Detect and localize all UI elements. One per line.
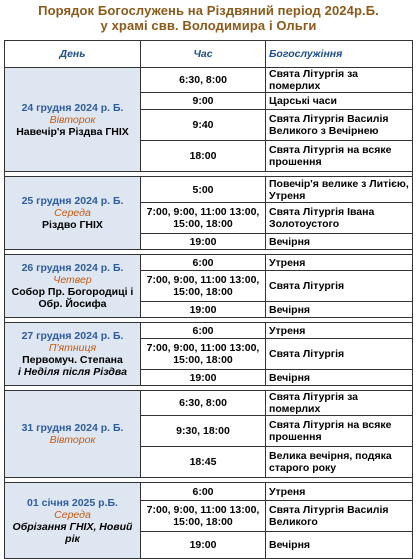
day-feast: Навечір'я Різдва ГНІХ bbox=[16, 125, 129, 138]
service-time: 18:45 bbox=[141, 447, 266, 478]
day-cell bbox=[5, 483, 141, 559]
day-date: 01 січня 2025 р.Б. bbox=[27, 496, 118, 509]
day-weekday: Середа bbox=[54, 207, 91, 219]
service-time: 6:00 bbox=[141, 483, 266, 501]
day-date: 24 грудня 2024 р. Б. bbox=[21, 101, 124, 114]
day-feast: Первомуч. Степана bbox=[22, 354, 123, 366]
day-cell bbox=[5, 177, 141, 250]
day-feast: Собор Пр. Богородиці і Обр. Йосифа bbox=[11, 286, 134, 310]
service-time: 7:00, 9:00, 11:00 13:00, 15:00, 18:00 bbox=[141, 339, 266, 370]
service-name: Вечірня bbox=[266, 370, 413, 386]
service-name: Царські часи bbox=[266, 93, 413, 110]
service-name: Вечірня bbox=[266, 532, 413, 559]
day-cell bbox=[5, 68, 141, 172]
table-row bbox=[5, 483, 413, 501]
day-cell bbox=[5, 391, 141, 478]
day-weekday: Вівторок bbox=[49, 434, 96, 446]
service-time: 7:00, 9:00, 11:00 13:00, 15:00, 18:00 bbox=[141, 501, 266, 532]
day-cell bbox=[5, 255, 141, 318]
service-name: Свята Літургія за померлих bbox=[266, 68, 413, 93]
table-row bbox=[5, 323, 413, 339]
service-time: 6:30, 8:00 bbox=[141, 391, 266, 416]
service-name: Велика вечірня, подяка старого року bbox=[266, 447, 413, 478]
service-name: Свята Літургія за померлих bbox=[266, 391, 413, 416]
day-weekday: П'ятниця bbox=[48, 342, 97, 354]
day-weekday: Вівторок bbox=[49, 113, 96, 126]
header-day: День bbox=[5, 41, 141, 68]
table-row bbox=[5, 68, 413, 93]
day-cell bbox=[5, 323, 141, 386]
service-time: 19:00 bbox=[141, 370, 266, 386]
service-time: 9:30, 18:00 bbox=[141, 416, 266, 447]
service-name: Вечірня bbox=[266, 302, 413, 318]
service-time: 7:00, 9:00, 11:00 13:00, 15:00, 18:00 bbox=[141, 271, 266, 302]
service-time: 18:00 bbox=[141, 141, 266, 172]
day-feast-second: і Неділя після Різдва bbox=[18, 366, 127, 378]
table-row bbox=[5, 177, 413, 203]
service-time: 9:40 bbox=[141, 110, 266, 141]
day-feast: Різдво ГНІХ bbox=[42, 219, 103, 231]
title-line-1: Порядок Богослужень на Різдвяний період 2024р.Б. bbox=[38, 3, 379, 18]
service-name: Свята Літургія на всяке прошення bbox=[266, 416, 413, 447]
table-header-row bbox=[5, 41, 413, 68]
service-time: 19:00 bbox=[141, 302, 266, 318]
day-date: 26 грудня 2024 р. Б. bbox=[21, 262, 124, 274]
day-date: 27 грудня 2024 р. Б. bbox=[21, 330, 124, 342]
day-weekday: Середа bbox=[54, 508, 91, 521]
service-name: Повечір'я велике з Литією, Утреня bbox=[266, 177, 413, 203]
table-row bbox=[5, 391, 413, 416]
day-feast: Обрізання ГНІХ, Новий рік bbox=[12, 520, 133, 545]
service-time: 6:00 bbox=[141, 255, 266, 271]
service-time: 19:00 bbox=[141, 532, 266, 559]
day-date: 25 грудня 2024 р. Б. bbox=[21, 195, 124, 207]
page-title bbox=[0, 0, 417, 33]
service-name: Свята Літургія bbox=[266, 339, 413, 370]
service-name: Вечірня bbox=[266, 234, 413, 250]
service-name: Свята Літургія на всяке прошення bbox=[266, 141, 413, 172]
service-time: 6:00 bbox=[141, 323, 266, 339]
service-name: Свята Літургія Василія Великого bbox=[266, 501, 413, 532]
service-name: Утреня bbox=[266, 323, 413, 339]
title-line-2: у храмі свв. Володимира і Ольги bbox=[100, 18, 317, 33]
day-weekday: Четвер bbox=[53, 274, 92, 286]
header-time: Час bbox=[141, 41, 266, 68]
header-services: Богослужіння bbox=[266, 41, 413, 68]
service-time: 7:00, 9:00, 11:00 13:00, 15:00, 18:00 bbox=[141, 203, 266, 234]
service-time: 9:00 bbox=[141, 93, 266, 110]
service-name: Свята Літургія Івана Золотоустого bbox=[266, 203, 413, 234]
service-name: Свята Літургія Василія Великого з Вечірнею bbox=[266, 110, 413, 141]
table-row bbox=[5, 255, 413, 271]
service-time: 6:30, 8:00 bbox=[141, 68, 266, 93]
service-name: Утреня bbox=[266, 255, 413, 271]
service-time: 19:00 bbox=[141, 234, 266, 250]
service-name: Свята Літургія bbox=[266, 271, 413, 302]
service-time: 5:00 bbox=[141, 177, 266, 203]
schedule-body bbox=[5, 68, 413, 559]
service-name: Утреня bbox=[266, 483, 413, 501]
day-date: 31 грудня 2024 р. Б. bbox=[21, 422, 124, 434]
schedule-table bbox=[4, 40, 413, 559]
